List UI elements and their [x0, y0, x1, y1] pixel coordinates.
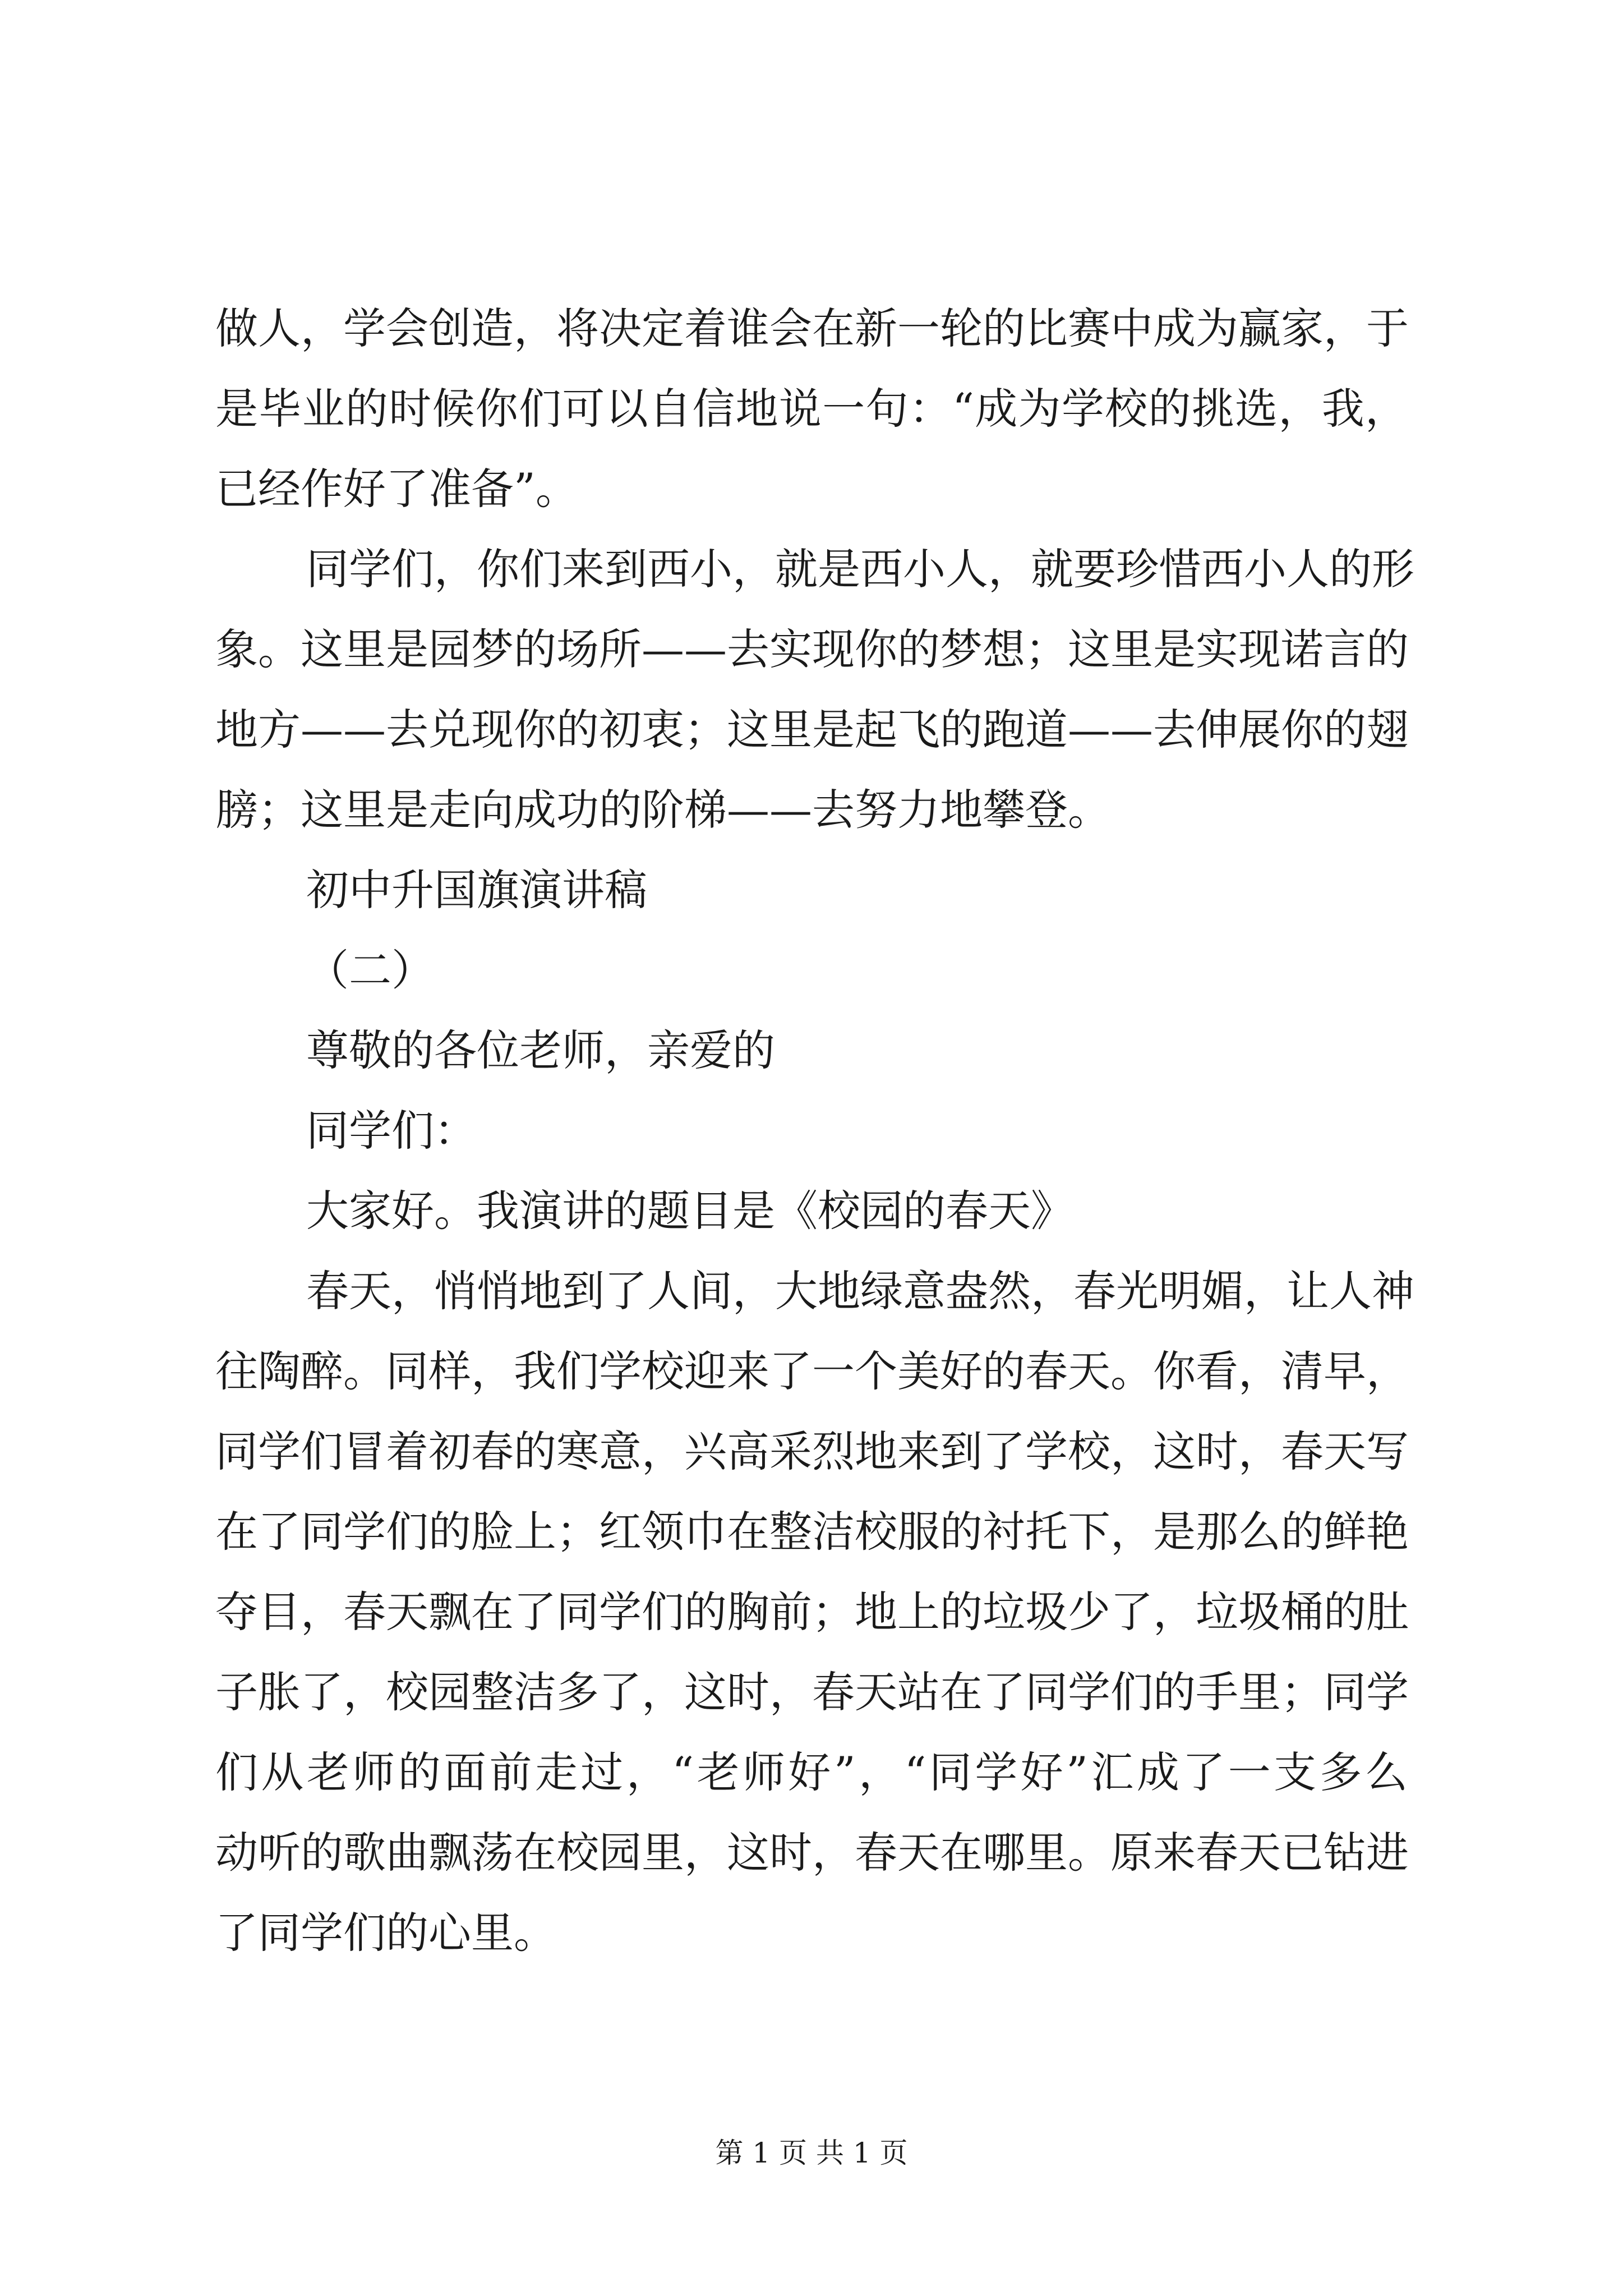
speech-title-line: 大家好。我演讲的题目是《校园的春天》 [306, 1186, 1073, 1236]
text-line: 们从老师的面前走过，“老师好”，“同学好”汇成了一支多么 [215, 1747, 1408, 1797]
text-line: 子胀了，校园整洁多了，这时，春天站在了同学们的手里；同学 [215, 1667, 1409, 1717]
text-line: 象。这里是园梦的场所——去实现你的梦想；这里是实现诺言的 [215, 624, 1409, 674]
paragraph-start-line: 同学们，你们来到西小，就是西小人，就要珍惜西小人的形 [306, 544, 1414, 594]
text-line: 在了同学们的脸上；红领巾在整洁校服的衬托下，是那么的鲜艳 [215, 1507, 1409, 1557]
document-body [215, 288, 1414, 1973]
section-heading: 初中升国旗演讲稿 [306, 865, 647, 915]
text-line: 已经作好了准备”。 [215, 464, 578, 514]
section-number: （二） [306, 945, 434, 995]
text-line: 往陶醉。同样，我们学校迎来了一个美好的春天。你看，清早， [215, 1346, 1409, 1396]
text-line: 地方——去兑现你的初衷；这里是起飞的跑道——去伸展你的翅 [215, 705, 1409, 754]
text-line: 动听的歌曲飘荡在校园里，这时，春天在哪里。原来春天已钻进 [215, 1828, 1409, 1878]
text-line: 是毕业的时候你们可以自信地说一句：“成为学校的挑选，我， [215, 384, 1408, 434]
text-line: 夺目，春天飘在了同学们的胸前；地上的垃圾少了，垃圾桶的肚 [215, 1587, 1409, 1637]
text-line: 做人，学会创造，将决定着谁会在新一轮的比赛中成为赢家，于 [215, 303, 1409, 353]
text-line: 同学们冒着初春的寒意，兴高采烈地来到了学校，这时，春天写 [215, 1427, 1409, 1476]
salutation-line: 同学们： [306, 1106, 477, 1156]
page-footer: 第 1 页 共 1 页 [715, 2137, 908, 2169]
paragraph-start-line: 春天，悄悄地到了人间，大地绿意盎然，春光明媚，让人神 [306, 1266, 1414, 1316]
text-line: 膀；这里是走向成功的阶梯——去努力地攀登。 [215, 785, 1110, 835]
text-line: 了同学们的心里。 [215, 1908, 556, 1958]
salutation-line: 尊敬的各位老师，亲爱的 [306, 1025, 775, 1075]
